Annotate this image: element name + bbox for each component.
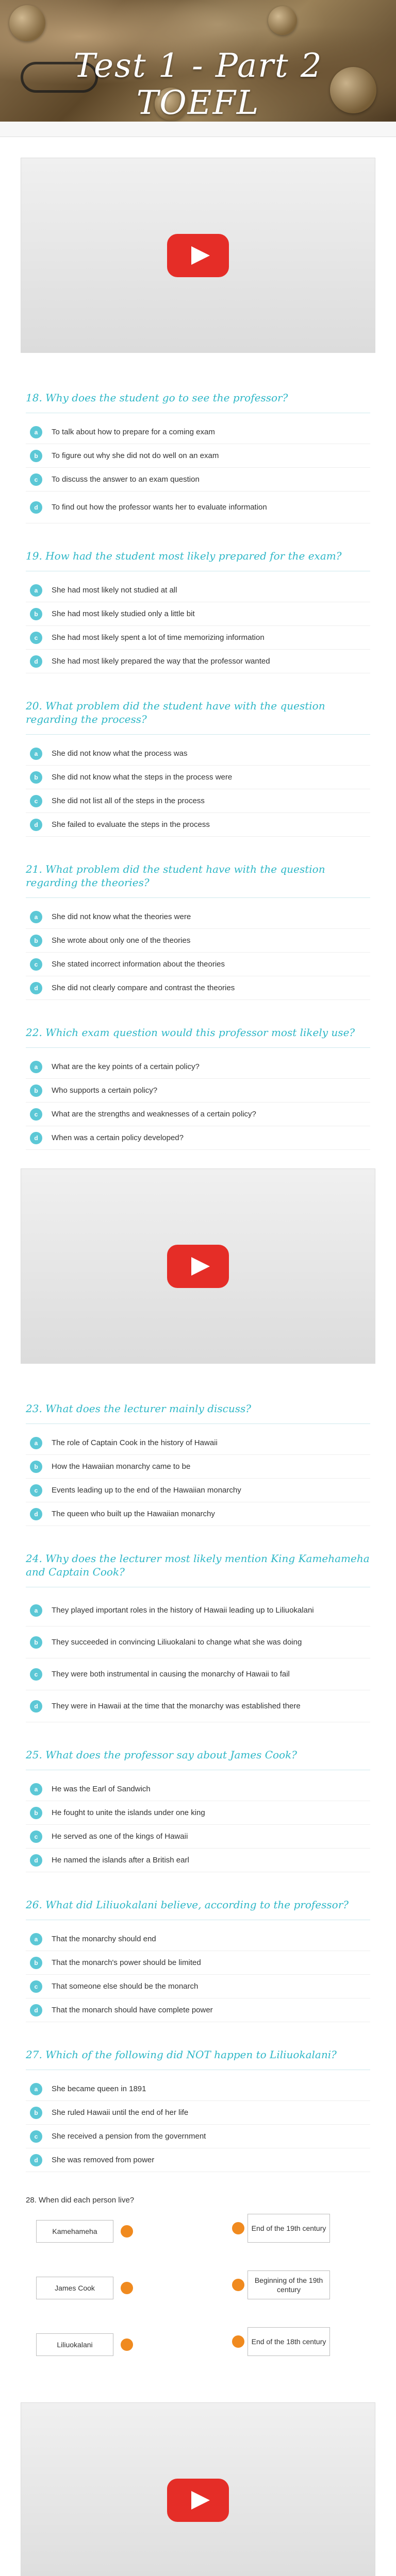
play-icon[interactable] (167, 234, 229, 277)
option-letter-badge: d (30, 2004, 42, 2016)
question-block (21, 855, 375, 1000)
question-divider (26, 1047, 370, 1048)
option-letter-badge: b (30, 1807, 42, 1819)
option-text: That someone else should be the monarch (52, 1981, 199, 1991)
match-left-dot[interactable] (121, 2282, 133, 2294)
option-letter-badge: c (30, 1484, 42, 1497)
option-text: She did not know what the process was (52, 749, 188, 758)
answer-option[interactable] (26, 1431, 370, 1455)
option-letter-badge: d (30, 1700, 42, 1713)
question-block (21, 542, 375, 673)
header-divider (0, 122, 396, 137)
option-letter-badge: b (30, 1461, 42, 1473)
option-text: What are the strengths and weaknesses of a certain policy? (52, 1109, 256, 1118)
answer-option[interactable] (26, 468, 370, 492)
question-block (21, 1545, 375, 1722)
match-left-dot[interactable] (121, 2225, 133, 2238)
question-title: 24. Why does the lecturer most likely mention King Kamehameha and Captain Cook? (26, 1552, 370, 1578)
option-text: That the monarchy should end (52, 1934, 156, 1943)
option-text: They were both instrumental in causing the monarchy of Hawaii to fail (52, 1669, 290, 1679)
answer-option[interactable] (26, 1455, 370, 1479)
option-text: He was the Earl of Sandwich (52, 1784, 151, 1793)
answer-option[interactable] (26, 1801, 370, 1825)
play-icon[interactable] (167, 2479, 229, 2522)
answer-option[interactable] (26, 420, 370, 444)
match-right-item[interactable]: Beginning of the 19th century (248, 2270, 330, 2299)
answer-option[interactable] (26, 1079, 370, 1103)
option-text: The role of Captain Cook in the history of Hawaii (52, 1438, 218, 1447)
video-player-3[interactable] (21, 2402, 375, 2576)
question-divider (26, 1423, 370, 1424)
option-letter-badge: d (30, 819, 42, 831)
match-left-item[interactable]: James Cook (36, 2277, 113, 2299)
option-letter-badge: a (30, 911, 42, 923)
matching-question-title: 28. When did each person live? (26, 2196, 135, 2205)
question-title: 20. What problem did the student have with the question regarding the process? (26, 700, 325, 725)
option-letter-badge: d (30, 982, 42, 994)
option-letter-badge: a (30, 1933, 42, 1945)
answer-option[interactable] (26, 444, 370, 468)
option-text: She failed to evaluate the steps in the process (52, 820, 210, 829)
option-letter-badge: c (30, 1108, 42, 1121)
option-letter-badge: d (30, 501, 42, 514)
answer-option[interactable] (26, 1626, 370, 1658)
option-text: She had most likely not studied at all (52, 585, 177, 595)
answer-option[interactable] (26, 1825, 370, 1849)
option-text: The queen who built up the Hawaiian monarchy (52, 1509, 215, 1518)
answer-option[interactable] (26, 2148, 370, 2172)
option-text: They were in Hawaii at the time that the monarchy was established there (52, 1701, 301, 1710)
option-text: She did not list all of the steps in the process (52, 796, 205, 805)
answer-option[interactable] (26, 1126, 370, 1150)
option-letter-badge: c (30, 1980, 42, 1993)
question-divider (26, 897, 370, 898)
matching-area (26, 2214, 370, 2384)
answer-option[interactable] (26, 602, 370, 626)
question-block (21, 1395, 375, 1526)
option-letter-badge: a (30, 748, 42, 760)
question-title: 23. What does the lecturer mainly discuss? (26, 1402, 252, 1415)
option-text: That the monarch should have complete power (52, 2005, 213, 2014)
answer-option[interactable] (26, 905, 370, 929)
question-block (21, 2041, 375, 2172)
option-letter-badge: a (30, 584, 42, 597)
question-title: 25. What does the professor say about James Cook? (26, 1749, 297, 1761)
question-title: 27. Which of the following did NOT happen to Liliuokalani? (26, 2048, 337, 2061)
option-text: He named the islands after a British earl (52, 1855, 189, 1865)
option-letter-badge: a (30, 1604, 42, 1617)
option-letter-badge: b (30, 608, 42, 620)
question-block (21, 1019, 375, 1150)
match-right-item[interactable]: End of the 18th century (248, 2327, 330, 2356)
question-title: 21. What problem did the student have with the question regarding the theories? (26, 863, 325, 889)
option-text: She stated incorrect information about the theories (52, 959, 225, 969)
option-letter-badge: c (30, 1668, 42, 1681)
option-text: She was removed from power (52, 2155, 155, 2164)
coin-decoration (9, 5, 45, 41)
answer-option[interactable] (26, 492, 370, 523)
option-text: She did not clearly compare and contrast the theories (52, 983, 235, 992)
matching-question (21, 2191, 375, 2384)
option-letter-badge: d (30, 1508, 42, 1520)
option-letter-badge: a (30, 2083, 42, 2095)
option-letter-badge: b (30, 935, 42, 947)
header-banner (0, 0, 396, 122)
option-text: She did not know what the steps in the process were (52, 772, 233, 782)
option-letter-badge: b (30, 1084, 42, 1097)
answer-option[interactable] (26, 1998, 370, 2022)
option-text: Events leading up to the end of the Hawaiian monarchy (52, 1485, 241, 1495)
option-letter-badge: c (30, 2130, 42, 2143)
option-letter-badge: b (30, 450, 42, 462)
answer-option[interactable] (26, 2125, 370, 2148)
option-letter-badge: a (30, 1061, 42, 1073)
option-letter-badge: a (30, 426, 42, 438)
play-icon[interactable] (167, 1245, 229, 1288)
option-text: He served as one of the kings of Hawaii (52, 1832, 188, 1841)
answer-option[interactable] (26, 1777, 370, 1801)
option-text: She received a pension from the government (52, 2131, 206, 2141)
option-letter-badge: d (30, 1132, 42, 1144)
answer-option[interactable] (26, 929, 370, 953)
option-letter-badge: b (30, 1636, 42, 1649)
option-text: She had most likely prepared the way that the professor wanted (52, 656, 270, 666)
option-text: She did not know what the theories were (52, 912, 191, 921)
question-title: 26. What did Liliuokalani believe, according to the professor? (26, 1899, 349, 1911)
option-letter-badge: c (30, 632, 42, 644)
page-title (0, 47, 396, 122)
answer-option[interactable] (26, 789, 370, 813)
option-text: She had most likely spent a lot of time memorizing information (52, 633, 265, 642)
question-title: 22. Which exam question would this professor most likely use? (26, 1026, 355, 1039)
answer-option[interactable] (26, 1103, 370, 1126)
option-letter-badge: b (30, 2107, 42, 2119)
option-text: How the Hawaiian monarchy came to be (52, 1462, 191, 1471)
option-text: Who supports a certain policy? (52, 1086, 158, 1095)
option-letter-badge: c (30, 1831, 42, 1843)
match-left-dot[interactable] (121, 2338, 133, 2351)
question-block (21, 692, 375, 837)
match-left-item[interactable]: Kamehameha (36, 2220, 113, 2243)
option-text: To figure out why she did not do well on an exam (52, 451, 219, 460)
option-text: They succeeded in convincing Liliuokalani to change what she was doing (52, 1637, 302, 1647)
answer-option[interactable] (26, 1595, 370, 1626)
answer-option[interactable] (26, 1690, 370, 1722)
answer-option[interactable] (26, 1927, 370, 1951)
match-right-dot[interactable] (232, 2222, 244, 2234)
option-letter-badge: a (30, 1783, 42, 1795)
answer-option[interactable] (26, 1658, 370, 1690)
option-letter-badge: b (30, 1957, 42, 1969)
option-text: She wrote about only one of the theories (52, 936, 191, 945)
answer-option[interactable] (26, 626, 370, 650)
option-text: She had most likely studied only a little bit (52, 609, 195, 618)
question-group-2 (21, 1395, 375, 2172)
option-letter-badge: c (30, 795, 42, 807)
option-text: What are the key points of a certain policy? (52, 1062, 200, 1071)
answer-option[interactable] (26, 1951, 370, 1975)
answer-option[interactable] (26, 953, 370, 976)
answer-option[interactable] (26, 2077, 370, 2101)
option-text: She ruled Hawaii until the end of her life (52, 2108, 189, 2117)
question-title: 18. Why does the student go to see the professor? (26, 392, 288, 404)
answer-option[interactable] (26, 1479, 370, 1502)
video-player-1[interactable] (21, 158, 375, 353)
question-divider (26, 734, 370, 735)
option-letter-badge: a (30, 1437, 42, 1449)
answer-option[interactable] (26, 766, 370, 789)
coin-decoration (268, 6, 297, 35)
match-right-dot[interactable] (232, 2335, 244, 2348)
answer-option[interactable] (26, 976, 370, 1000)
title-line-1: Test 1 - Part 2 (73, 47, 323, 85)
match-right-item[interactable]: End of the 19th century (248, 2214, 330, 2243)
option-letter-badge: c (30, 958, 42, 971)
option-text: That the monarch's power should be limited (52, 1958, 201, 1967)
answer-option[interactable] (26, 2101, 370, 2125)
option-text: They played important roles in the history of Hawaii leading up to Liliuokalani (52, 1605, 314, 1615)
answer-option[interactable] (26, 813, 370, 837)
option-text: To discuss the answer to an exam question (52, 474, 200, 484)
question-block (21, 1741, 375, 1872)
answer-option[interactable] (26, 1055, 370, 1079)
answer-option[interactable] (26, 1849, 370, 1872)
option-text: When was a certain policy developed? (52, 1133, 184, 1142)
option-text: She became queen in 1891 (52, 2084, 146, 2093)
main-content (0, 137, 396, 2576)
option-text: To find out how the professor wants her to evaluate information (52, 502, 267, 512)
answer-option[interactable] (26, 579, 370, 602)
option-letter-badge: d (30, 1854, 42, 1867)
option-letter-badge: d (30, 655, 42, 668)
answer-option[interactable] (26, 1975, 370, 1998)
answer-option[interactable] (26, 650, 370, 673)
option-text: To talk about how to prepare for a coming exam (52, 427, 215, 436)
question-group-1 (21, 384, 375, 1150)
question-title: 19. How had the student most likely prepared for the exam? (26, 550, 342, 562)
option-letter-badge: b (30, 771, 42, 784)
option-letter-badge: d (30, 2154, 42, 2166)
answer-option[interactable] (26, 1502, 370, 1526)
match-left-item[interactable]: Liliuokalani (36, 2333, 113, 2356)
option-text: He fought to unite the islands under one king (52, 1808, 205, 1817)
answer-option[interactable] (26, 742, 370, 766)
title-line-2: TOEFL (136, 84, 260, 122)
option-letter-badge: c (30, 473, 42, 486)
question-block (21, 384, 375, 523)
video-player-2[interactable] (21, 1168, 375, 1364)
match-right-dot[interactable] (232, 2279, 244, 2291)
question-block (21, 1891, 375, 2022)
